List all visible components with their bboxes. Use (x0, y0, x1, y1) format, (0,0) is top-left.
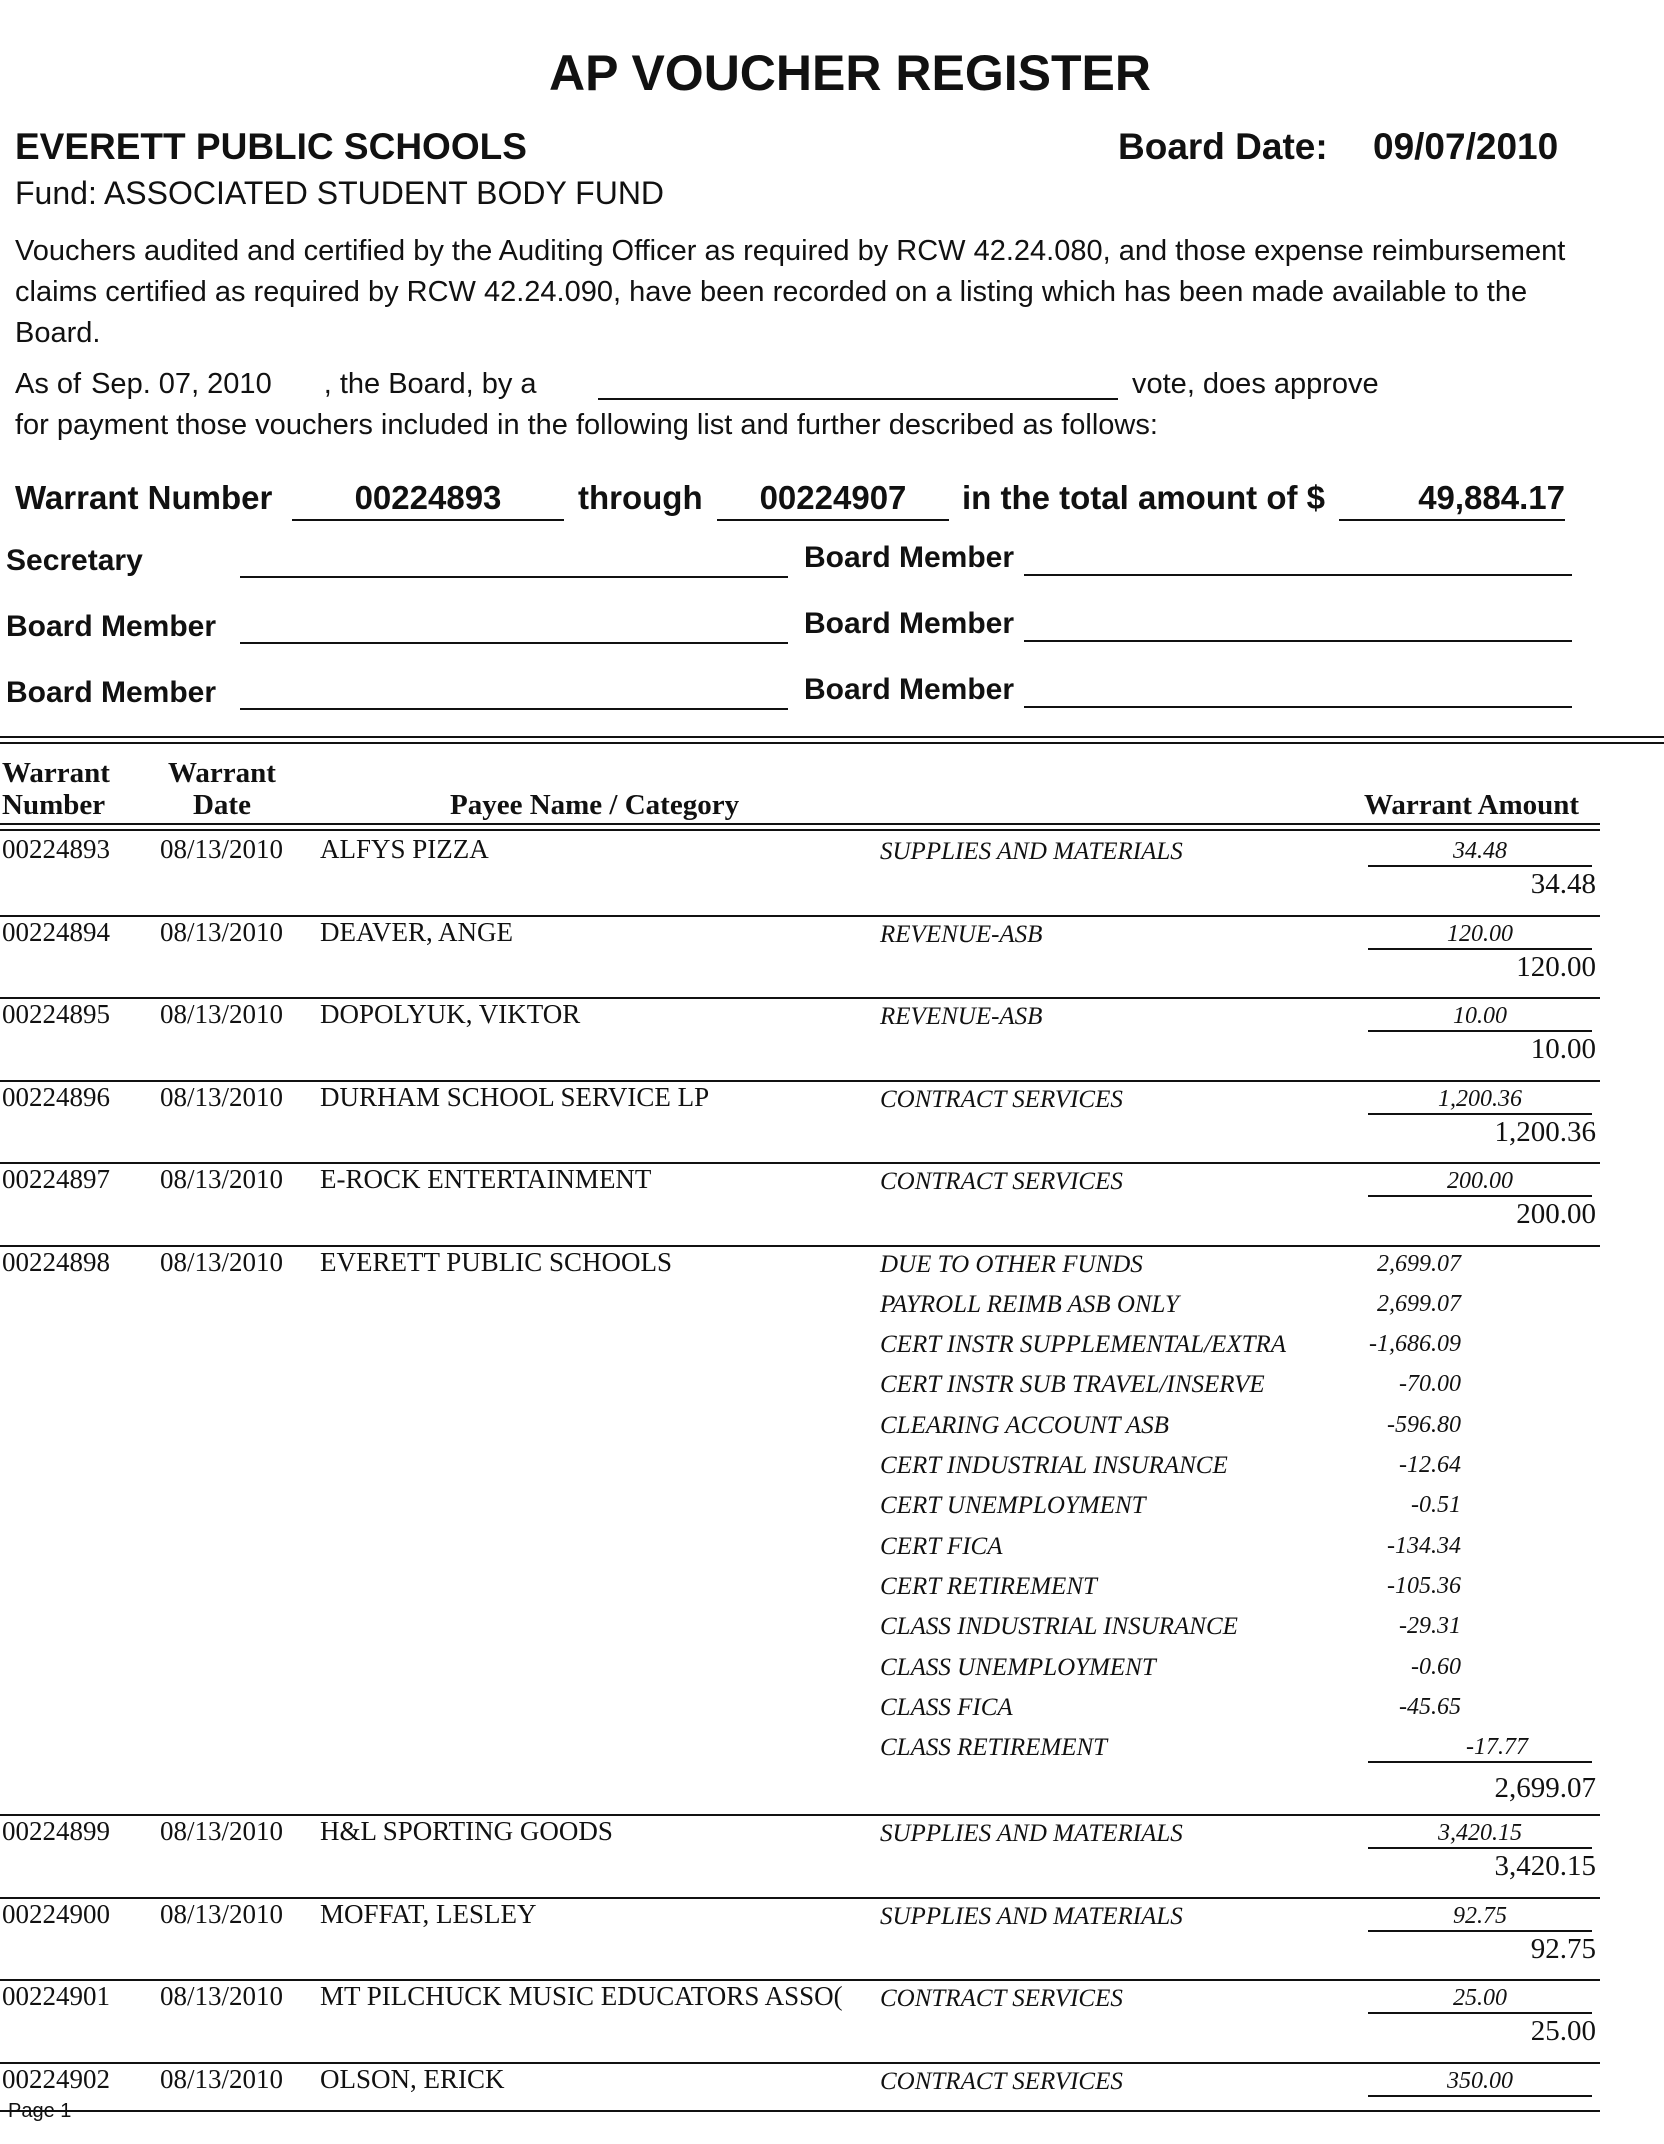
table-row (0, 1080, 1600, 1081)
table-row (0, 997, 1600, 998)
board-member-signature-line (240, 708, 788, 710)
col-header-text: Warrant (168, 757, 276, 789)
warrant-number-cell: 00224899 (2, 1816, 110, 1847)
warrant-number-label: Warrant Number (15, 479, 273, 516)
warrant-number-cell: 00224901 (2, 1981, 110, 2012)
category-cell: CERT FICA (880, 1532, 1003, 1560)
warrant-number-cell: 00224902 (2, 2063, 110, 2094)
warrant-date-cell: 08/13/2010 (160, 1816, 284, 1847)
col-header-text: Warrant (2, 757, 110, 789)
category-cell: CLASS UNEMPLOYMENT (880, 1653, 1156, 1681)
category-cell: CONTRACT SERVICES (880, 1985, 1123, 2013)
warrant-total-cell: 10.00 (1530, 1033, 1596, 1065)
line-amount-cell: 92.75 (1368, 1903, 1592, 1932)
board-member-label: Board Member (804, 541, 1015, 574)
table-row (0, 832, 1600, 833)
as-of-board: , the Board, by a (323, 368, 537, 400)
category-cell: PAYROLL REIMB ASB ONLY (880, 1290, 1179, 1318)
category-cell: CLASS FICA (880, 1693, 1013, 1721)
header-rule (0, 823, 1600, 825)
line-amount-cell: 2,699.07 (1377, 1250, 1461, 1277)
line-amount-cell: -17.77 (1368, 1734, 1592, 1763)
warrant-number-cell: 00224900 (2, 1898, 110, 1929)
line-amount-cell: -596.80 (1387, 1411, 1461, 1438)
warrant-date-cell: 08/13/2010 (160, 1081, 284, 1112)
table-row (0, 2062, 1600, 2063)
secretary-label: Secretary (6, 544, 143, 577)
payee-cell: MT PILCHUCK MUSIC EDUCATORS ASSO( (320, 1981, 843, 2012)
category-cell: DUE TO OTHER FUNDS (880, 1250, 1143, 1278)
payee-cell: DEAVER, ANGE (320, 916, 514, 947)
col-header-text: Number (2, 789, 106, 821)
warrant-number-cell: 00224894 (2, 916, 110, 947)
warrant-date-cell: 08/13/2010 (160, 916, 284, 947)
line-amount-cell: -70.00 (1399, 1371, 1461, 1398)
section-divider (0, 742, 1664, 744)
warrant-from: 00224893 (292, 479, 564, 521)
line-amount-cell: -105.36 (1387, 1572, 1461, 1599)
payee-cell: MOFFAT, LESLEY (320, 1898, 537, 1929)
payee-cell: OLSON, ERICK (320, 2063, 505, 2094)
as-of-prefix: As of (15, 368, 82, 400)
warrant-date-cell: 08/13/2010 (160, 999, 284, 1029)
warrant-total-cell: 120.00 (1516, 950, 1596, 983)
board-member-signature-line (1024, 640, 1572, 642)
category-cell: CERT INDUSTRIAL INSURANCE (880, 1452, 1228, 1479)
line-amount-cell: -134.34 (1387, 1532, 1461, 1559)
certification-text: Vouchers audited and certified by the Auditing Officer as required by RCW 42.24.080, and those expense reimbursement claims certified as required by RCW 42.24.090, have been recorded on a listing which has been made available to the Board. (15, 235, 1566, 349)
board-member-label: Board Member (6, 610, 217, 643)
line-amount-cell: -45.65 (1399, 1693, 1461, 1720)
fund-name: Fund: ASSOCIATED STUDENT BODY FUND (15, 175, 665, 211)
table-row (0, 1979, 1600, 1980)
through-label: through (578, 479, 703, 516)
warrant-number-cell: 00224895 (2, 999, 110, 1029)
payee-cell: DOPOLYUK, VIKTOR (320, 999, 581, 1029)
board-date-value: 09/07/2010 (1373, 126, 1559, 167)
total-amount: 49,884.17 (1339, 479, 1565, 521)
warrant-date-cell: 08/13/2010 (160, 1246, 284, 1277)
warrant-date-cell: 08/13/2010 (160, 2063, 284, 2094)
warrant-total-cell: 3,420.15 (1494, 1850, 1596, 1883)
line-amount-cell: -0.51 (1411, 1492, 1461, 1519)
col-header-amount: Warrant Amount (1364, 789, 1580, 821)
category-cell: CERT INSTR SUB TRAVEL/INSERVE (880, 1371, 1265, 1399)
table-row (0, 1162, 1600, 1163)
category-cell: CLEARING ACCOUNT ASB (880, 1411, 1169, 1439)
category-cell: REVENUE-ASB (880, 1003, 1043, 1030)
payee-cell: EVERETT PUBLIC SCHOOLS (320, 1246, 673, 1277)
payee-cell: H&L SPORTING GOODS (320, 1816, 613, 1847)
board-member-signature-line (240, 642, 788, 644)
warrant-total-cell: 25.00 (1530, 2015, 1596, 2048)
vote-blank-line (598, 398, 1118, 400)
warrant-date-cell: 08/13/2010 (160, 1164, 284, 1194)
table-row (0, 1814, 1600, 1815)
line-amount-cell: -0.60 (1411, 1653, 1461, 1680)
payee-cell: ALFYS PIZZA (320, 834, 489, 864)
category-cell: CERT RETIREMENT (880, 1572, 1097, 1600)
col-header-text: Date (192, 789, 251, 821)
line-amount-cell: 34.48 (1368, 838, 1592, 867)
payee-cell: DURHAM SCHOOL SERVICE LP (320, 1081, 710, 1112)
section-divider (0, 736, 1664, 738)
line-amount-cell: 10.00 (1368, 1003, 1592, 1032)
line-amount-cell: -29.31 (1399, 1613, 1461, 1640)
row-divider (0, 2110, 1600, 2112)
line-amount-cell: 3,420.15 (1368, 1820, 1592, 1849)
col-header-payee: Payee Name / Category (450, 789, 740, 821)
warrant-number-cell: 00224896 (2, 1081, 110, 1112)
page-number: Page 1 (8, 2100, 72, 2122)
warrant-total-cell: 92.75 (1530, 1932, 1596, 1965)
as-of-date: Sep. 07, 2010 (91, 368, 272, 400)
warrant-total-cell: 200.00 (1516, 1198, 1596, 1230)
warrant-total-cell: 1,200.36 (1494, 1115, 1596, 1148)
warrant-total-cell: 34.48 (1530, 868, 1596, 900)
header-rule (0, 829, 1600, 831)
line-amount-cell: 200.00 (1368, 1168, 1592, 1197)
category-cell: CERT INSTR SUPPLEMENTAL/EXTRA (880, 1331, 1287, 1359)
col-header-warrant-date (168, 757, 276, 821)
warrant-total-cell: 2,699.07 (1494, 1772, 1596, 1805)
line-amount-cell: -1,686.09 (1369, 1331, 1461, 1358)
line-amount-cell: 1,200.36 (1368, 1086, 1592, 1115)
category-cell: CERT UNEMPLOYMENT (880, 1492, 1146, 1520)
board-date-label: Board Date: (1118, 126, 1328, 167)
col-header-warrant-number (2, 757, 110, 821)
organization-name: EVERETT PUBLIC SCHOOLS (15, 126, 527, 167)
page-title: AP VOUCHER REGISTER (549, 45, 1151, 101)
payee-cell: E-ROCK ENTERTAINMENT (320, 1164, 652, 1194)
table-row (0, 1897, 1600, 1898)
category-cell: CONTRACT SERVICES (880, 2067, 1123, 2095)
category-cell: REVENUE-ASB (880, 920, 1043, 948)
warrant-date-cell: 08/13/2010 (160, 1898, 284, 1929)
category-cell: CONTRACT SERVICES (880, 1085, 1123, 1113)
board-member-label: Board Member (6, 676, 217, 709)
line-amount-cell: 350.00 (1368, 2068, 1592, 2097)
category-cell: SUPPLIES AND MATERIALS (880, 1820, 1183, 1848)
category-cell: CLASS INDUSTRIAL INSURANCE (880, 1613, 1238, 1641)
total-amount-label: in the total amount of $ (962, 479, 1325, 516)
category-cell: SUPPLIES AND MATERIALS (880, 1902, 1183, 1930)
as-of-line-2: for payment those vouchers included in the following list and further described as follows: (15, 409, 1158, 441)
board-member-signature-line (1024, 706, 1572, 708)
line-amount-cell: 25.00 (1368, 1985, 1592, 2014)
category-cell: SUPPLIES AND MATERIALS (880, 838, 1183, 865)
board-member-label: Board Member (804, 673, 1015, 706)
board-member-label: Board Member (804, 607, 1015, 640)
table-row (0, 1245, 1600, 1246)
line-amount-cell: 120.00 (1368, 921, 1592, 950)
warrant-date-cell: 08/13/2010 (160, 834, 284, 864)
warrant-date-cell: 08/13/2010 (160, 1981, 284, 2012)
warrant-number-cell: 00224893 (2, 834, 110, 864)
warrant-number-cell: 00224897 (2, 1164, 110, 1194)
category-cell: CONTRACT SERVICES (880, 1168, 1123, 1195)
warrant-number-cell: 00224898 (2, 1246, 110, 1277)
as-of-vote: vote, does approve (1132, 368, 1379, 400)
as-of-line (15, 368, 537, 401)
board-member-signature-line (1024, 574, 1572, 576)
secretary-signature-line (240, 576, 788, 578)
line-amount-cell: 2,699.07 (1377, 1290, 1461, 1317)
warrant-to: 00224907 (717, 479, 949, 521)
line-amount-cell: -12.64 (1399, 1452, 1461, 1478)
category-cell: CLASS RETIREMENT (880, 1734, 1108, 1762)
table-row (0, 915, 1600, 916)
